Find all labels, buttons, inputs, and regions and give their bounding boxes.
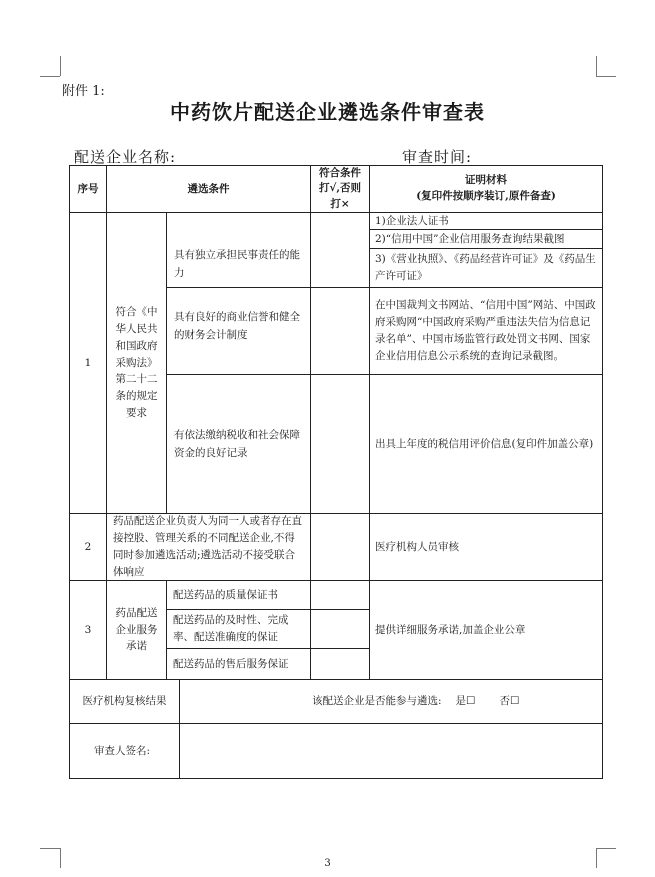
recheck-no-checkbox[interactable]: 否☐ [499,695,520,708]
section1-evidence-2: 在中国裁判文书网站、“信用中国”网站、中国政府采购网“中国政府采购严重违法失信为信息记录名单”、中国市场监管行政处罚文书网、国家企业信用信息公示系统的查询记录截图。 [375,299,596,362]
section1-criterion-1: 具有独立承担民事责任的能力 [174,248,300,279]
company-name-label: 配送企业名称: [74,148,177,166]
section3-item-2: 配送药品的及时性、完成率、配送准确度的保证 [173,614,289,643]
section1-criterion-3: 有依法缴纳税收和社会保障资金的良好记录 [174,428,300,459]
header-meets: 符合条件打√,否则打× [318,167,362,210]
recheck-yes-checkbox[interactable]: 是☐ [455,695,476,708]
recheck-result [180,680,602,723]
attachment-label: 附件 1: [62,84,105,99]
header-evidence-title: 证明材料 [465,174,507,187]
section3-group: 药品配送企业服务承诺 [115,606,158,653]
header-no: 序号 [77,182,99,195]
header-criteria: 遴选条件 [187,182,230,195]
section1-evidence-1a: 1)企业法人证书 [375,214,449,227]
recheck-label: 医疗机构复核结果 [82,695,167,708]
recheck-question: 该配送企业是否能参与遴选: [312,695,442,708]
page-number: 3 [324,858,331,869]
section3-evidence: 提供详细服务承诺,加盖企业公章 [375,623,526,636]
signature-field[interactable] [180,724,602,778]
section1-no: 1 [84,356,92,369]
section1-evidence-1b: 2)“信用中国”企业信用服务查询结果截图 [375,232,565,245]
section2-no: 2 [84,540,92,553]
section1-group: 符合《中华人民共和国政府采购法》第二十二条的规定要求 [115,306,158,419]
header-evidence [370,166,602,212]
section2-evidence: 医疗机构人员审核 [375,540,459,553]
section3-item-1: 配送药品的质量保证书 [173,588,278,601]
section1-criterion-2: 具有良好的商业信誉和健全的财务会计制度 [174,310,300,341]
section3-no: 3 [84,623,92,636]
section1-evidence-3: 出具上年度的税信用评价信息(复印件加盖公章) [375,437,594,450]
section2-criterion: 药品配送企业负责人为同一人或者存在直接控股、管理关系的不同配送企业,不得同时参加遴选活动;遴选活动不接受联合体响应 [113,515,302,578]
signature-label: 审查人签名: [94,744,151,757]
section1-evidence-1c: 3)《营业执照》、《药品经营许可证》及《药品生产许可证》 [375,253,596,282]
review-time-label: 审查时间: [402,148,473,166]
page-title: 中药饮片配送企业遴选条件审查表 [170,100,485,124]
section3-item-3: 配送药品的售后服务保证 [173,657,289,670]
header-evidence-note: (复印件按顺序装订,原件备查) [416,190,556,202]
